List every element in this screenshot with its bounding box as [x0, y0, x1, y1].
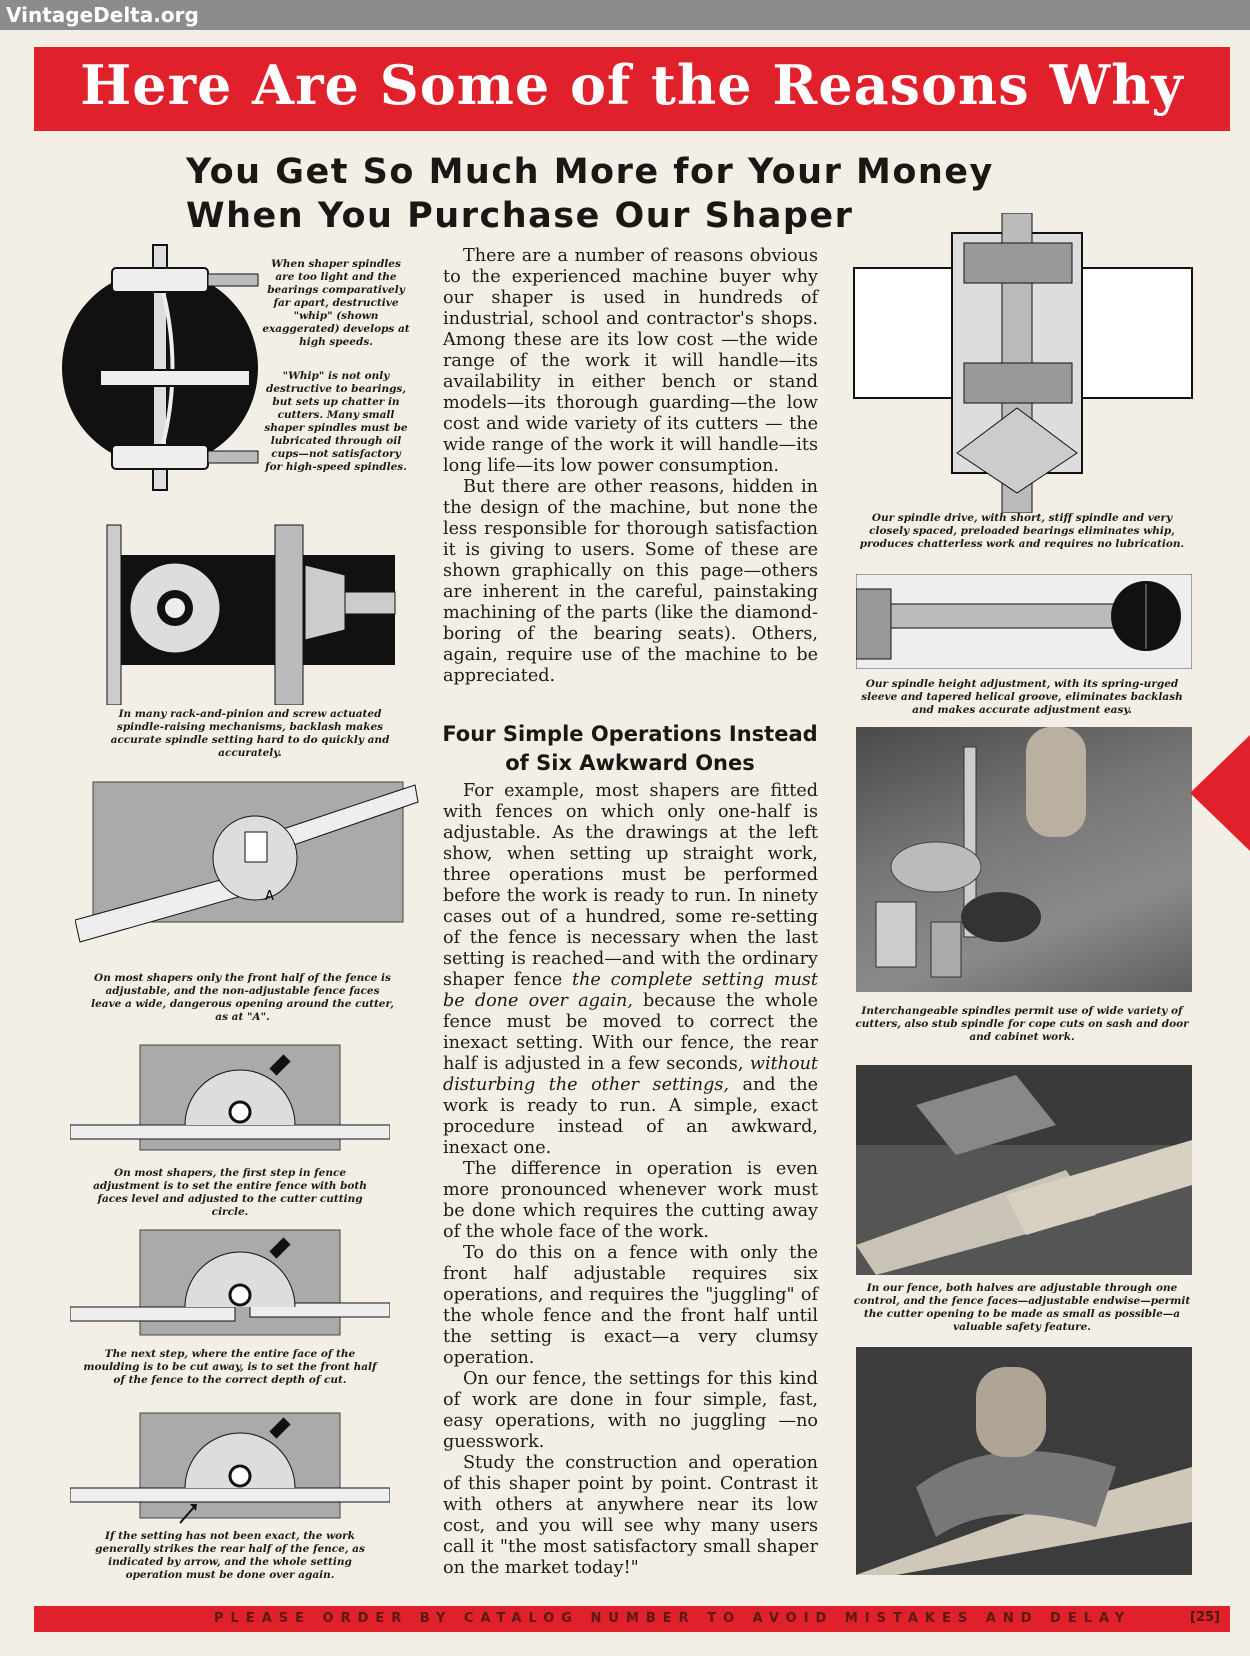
- fence-adjusting-photo-shapes: [856, 1347, 1192, 1575]
- adjustable-fence-photo: [856, 1065, 1192, 1275]
- body-paragraph-5: To do this on a fence with only the front half adjustable requires six operations, and requires the "juggling" of the whole fence and the front half until the setting is exact—a very clumsy operation.: [443, 1243, 818, 1368]
- height-adjustment-illustration: [856, 574, 1192, 669]
- page-edge-tab: [1190, 735, 1250, 851]
- p3-part-c: because the whole fence must be moved to correct the inexact setting. With our fence, the rear half is adjusted in a few seconds,: [443, 991, 818, 1074]
- spindles-photo-shapes: [856, 727, 1192, 992]
- fence-step-1-illustration: [70, 1040, 390, 1165]
- caption-whip-1: When shaper spindles are too light and the bearings comparatively far apart, destructive "whip" (shown exaggerated) develops at high speeds.: [262, 258, 410, 348]
- body-paragraph-1: There are a number of reasons obvious to the experienced machine buyer why our shaper is used in hundreds of industrial, school and contractor's shops. Among these are its low cost —the wide range of the work it will handle—its availability in either bench or stand models—its thorough guarding—the low cost and wide variety of its cutters — the wide range of the work it will handle—its long life—its low power consumption.: [443, 246, 818, 476]
- fence-step-3-illustration: [70, 1408, 390, 1528]
- subhead-line-2: When You Purchase Our Shaper: [186, 196, 854, 236]
- site-watermark: VintageDelta.org: [0, 0, 1250, 30]
- caption-whip-2: "Whip" is not only destructive to bearings, but sets up chatter in cutters. Many small shaper spindles must be lubricated through oil cups—not satisfactory for high-speed spindles.: [264, 370, 408, 473]
- body-paragraph-7: Study the construction and operation of this shaper point by point. Contrast it with others at anywhere near its low cost, and you will see why many users call it "the most satisfactory small shaper on the market today!": [443, 1453, 818, 1578]
- caption-step-3: If the setting has not been exact, the work generally strikes the rear half of the fence, as indicated by arrow, and the whole setting operation must be done over again.: [95, 1530, 365, 1581]
- caption-adjustable-fence: In our fence, both halves are adjustable through one control, and the fence faces—adjustable endwise—permit the cutter opening to be made as small as possible—a valuable safety feature.: [853, 1282, 1191, 1333]
- fence-adjusting-photo: [856, 1347, 1192, 1575]
- title-banner: [34, 47, 1230, 131]
- interchangeable-spindles-photo: [856, 727, 1192, 992]
- whip-spindle-illustration: [60, 240, 260, 495]
- page-number: [25]: [1190, 1610, 1220, 1625]
- fence-step-2-illustration: [70, 1225, 390, 1345]
- caption-spindle-drive: Our spindle drive, with short, stiff spindle and very closely spaced, preloaded bearings eliminates whip, produces chatterless work and requires no lubrication.: [859, 512, 1185, 550]
- body-text-bottom: [443, 781, 818, 1579]
- body-paragraph-3: [443, 781, 818, 1159]
- caption-interchangeable-spindles: Interchangeable spindles permit use of wide variety of cutters, also stub spindle for cope cuts on sash and door and cabinet work.: [855, 1005, 1189, 1043]
- caption-rack-pinion: In many rack-and-pinion and screw actuated spindle-raising mechanisms, backlash makes accurate spindle setting hard to do quickly and accurately.: [110, 708, 390, 759]
- p3-part-a: For example, most shapers are fitted with fences on which only one-half is adjustable. As the drawings at the left show, when setting up straight work, three operations must be performed before the work is ready to run. In ninety cases out of a hundred, some re-setting of the fence is necessary when the last setting is reached—and with the ordinary shaper fence: [443, 781, 818, 990]
- body-paragraph-2: But there are other reasons, hidden in the design of the machine, but none the less responsible for thorough satisfaction it is giving to users. Some of these are shown graphically on this page—others are inherent in the careful, painstaking machining of the parts (like the diamond-boring of the bearing seats). Others, again, require use of the machine to be appreciated.: [443, 477, 818, 686]
- p3-part-e: and the work is ready to run. A simple, exact procedure instead of an awkward, inexact one.: [443, 1075, 818, 1158]
- caption-step-1: On most shapers, the first step in fence adjustment is to set the entire fence with both faces level and adjusted to the cutter cutting circle.: [93, 1167, 367, 1218]
- subhead-line-1: You Get So Much More for Your Money: [186, 152, 994, 192]
- fence-label-a: A: [265, 889, 274, 904]
- body-paragraph-6: On our fence, the settings for this kind of work are done in four simple, fast, easy operations, with no juggling —no guesswork.: [443, 1369, 818, 1452]
- fence-photo-shapes: [856, 1065, 1192, 1275]
- banner-title: Here Are Some of the Reasons Why: [80, 53, 1184, 117]
- section-heading: Four Simple Operations Instead of Six Awkward Ones: [442, 722, 818, 775]
- p3-emphasis-1: the complete setting must be done over again,: [443, 970, 818, 1011]
- footer-banner: [34, 1606, 1230, 1632]
- p3-emphasis-2: without disturbing the other settings,: [443, 1054, 818, 1095]
- body-paragraph-4: The difference in operation is even more pronounced whenever work must be done which requires the cutting away of the whole face of the work.: [443, 1159, 818, 1242]
- caption-step-2: The next step, where the entire face of the moulding is to be cut away, is to set the front half of the fence to the correct depth of cut.: [83, 1348, 377, 1386]
- spindle-drive-illustration: [852, 213, 1194, 513]
- rack-pinion-illustration: [95, 520, 405, 705]
- body-text-top: [443, 246, 818, 687]
- caption-fence-a: On most shapers only the front half of the fence is adjustable, and the non-adjustable fence faces leave a wide, dangerous opening around the cutter, as at "A".: [91, 972, 394, 1023]
- footer-order-notice: PLEASE ORDER BY CATALOG NUMBER TO AVOID MISTAKES AND DELAY: [214, 1611, 1132, 1626]
- fence-a-illustration: [75, 770, 420, 960]
- caption-height-adjustment: Our spindle height adjustment, with its spring-urged sleeve and tapered helical groove, eliminates backlash and makes accurate adjustment easy.: [861, 678, 1183, 716]
